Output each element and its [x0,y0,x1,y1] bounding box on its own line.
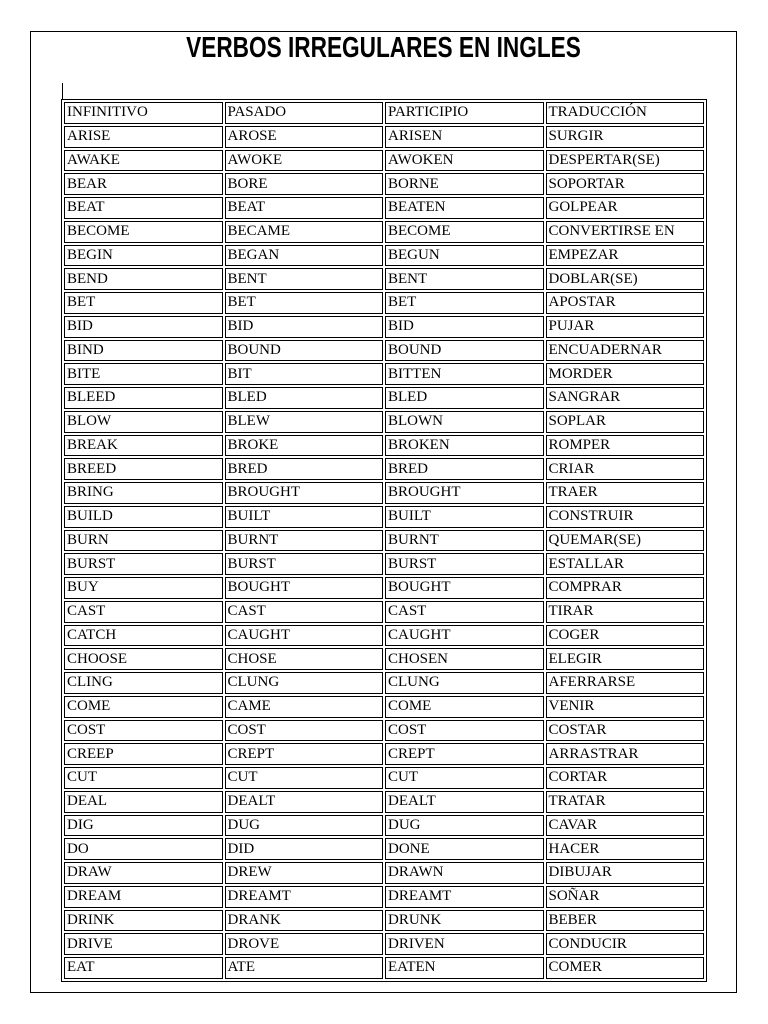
table-row [64,245,704,267]
table-row [64,696,704,718]
table-row [64,672,704,694]
infinitivo-cell: BID [64,316,223,338]
participio-cell: BUILT [385,506,544,528]
participio-cell: CHOSEN [385,648,544,670]
table-row [64,862,704,884]
infinitivo-cell: BREAK [64,435,223,457]
traduccion-cell: SOPLAR [546,411,705,433]
participio-cell: BEGUN [385,245,544,267]
pasado-cell: AWOKE [225,150,384,172]
infinitivo-cell: BEAT [64,197,223,219]
table-row [64,197,704,219]
traduccion-cell: BEBER [546,910,705,932]
participio-cell: CAST [385,601,544,623]
pasado-cell: CAST [225,601,384,623]
traduccion-cell: SOPORTAR [546,173,705,195]
table-row [64,340,704,362]
participio-cell: BENT [385,268,544,290]
traduccion-cell: HACER [546,838,705,860]
infinitivo-cell: COST [64,720,223,742]
pasado-cell: DUG [225,815,384,837]
traduccion-cell: EMPEZAR [546,245,705,267]
infinitivo-cell: CREEP [64,743,223,765]
pasado-cell: AROSE [225,126,384,148]
traduccion-cell: TIRAR [546,601,705,623]
traduccion-cell: ESTALLAR [546,553,705,575]
infinitivo-cell: DEAL [64,791,223,813]
participio-cell: DRIVEN [385,933,544,955]
table-body [64,126,704,979]
table-row [64,506,704,528]
participio-cell: COME [385,696,544,718]
participio-cell: BURNT [385,530,544,552]
participio-cell: EATEN [385,957,544,979]
document-title: VERBOS IRREGULARES EN INGLES [186,32,581,64]
participio-cell: BRED [385,458,544,480]
infinitivo-cell: BUILD [64,506,223,528]
pasado-cell: BID [225,316,384,338]
traduccion-cell: COGER [546,625,705,647]
table-row [64,815,704,837]
participio-cell: DEALT [385,791,544,813]
infinitivo-cell: ARISE [64,126,223,148]
infinitivo-cell: BLEED [64,387,223,409]
pasado-cell: DID [225,838,384,860]
participio-cell: CUT [385,767,544,789]
table-row [64,530,704,552]
table-header-row [64,102,704,124]
table-row [64,886,704,908]
participio-cell: CAUGHT [385,625,544,647]
participio-cell: BOUGHT [385,577,544,599]
traduccion-cell: CORTAR [546,767,705,789]
table-row [64,363,704,385]
infinitivo-cell: CATCH [64,625,223,647]
infinitivo-cell: AWAKE [64,150,223,172]
table-row [64,767,704,789]
table-row [64,387,704,409]
traduccion-cell: DOBLAR(SE) [546,268,705,290]
table-row [64,720,704,742]
pasado-cell: BOUND [225,340,384,362]
traduccion-cell: MORDER [546,363,705,385]
traduccion-cell: CONSTRUIR [546,506,705,528]
traduccion-cell: COMER [546,957,705,979]
participio-cell: BLED [385,387,544,409]
pasado-cell: CUT [225,767,384,789]
traduccion-cell: ARRASTRAR [546,743,705,765]
participio-cell: BORNE [385,173,544,195]
table-row [64,292,704,314]
table-row [64,435,704,457]
table-row [64,791,704,813]
pasado-cell: BROKE [225,435,384,457]
traduccion-cell: PUJAR [546,316,705,338]
pasado-cell: BURNT [225,530,384,552]
infinitivo-cell: BEGIN [64,245,223,267]
participio-cell: BEATEN [385,197,544,219]
participio-cell: DONE [385,838,544,860]
pasado-cell: BENT [225,268,384,290]
table-row [64,268,704,290]
table-row [64,957,704,979]
participio-cell: BITTEN [385,363,544,385]
pasado-cell: BIT [225,363,384,385]
infinitivo-cell: CHOOSE [64,648,223,670]
participio-cell: ARISEN [385,126,544,148]
infinitivo-cell: BET [64,292,223,314]
infinitivo-cell: BEAR [64,173,223,195]
table-row [64,126,704,148]
pasado-cell: ATE [225,957,384,979]
table-row [64,482,704,504]
header-participio: PARTICIPIO [385,102,544,124]
traduccion-cell: VENIR [546,696,705,718]
pasado-cell: BOUGHT [225,577,384,599]
infinitivo-cell: DREAM [64,886,223,908]
participio-cell: COST [385,720,544,742]
traduccion-cell: ENCUADERNAR [546,340,705,362]
irregular-verbs-table [61,99,707,982]
pasado-cell: COST [225,720,384,742]
traduccion-cell: APOSTAR [546,292,705,314]
pasado-cell: DEALT [225,791,384,813]
pasado-cell: DREW [225,862,384,884]
pasado-cell: BECAME [225,221,384,243]
participio-cell: BET [385,292,544,314]
infinitivo-cell: DRINK [64,910,223,932]
infinitivo-cell: BITE [64,363,223,385]
infinitivo-cell: BEND [64,268,223,290]
infinitivo-cell: CAST [64,601,223,623]
pasado-cell: DREAMT [225,886,384,908]
pasado-cell: CAUGHT [225,625,384,647]
infinitivo-cell: BREED [64,458,223,480]
table-row [64,173,704,195]
infinitivo-cell: DRIVE [64,933,223,955]
table-row [64,411,704,433]
table-row [64,838,704,860]
participio-cell: BROUGHT [385,482,544,504]
infinitivo-cell: COME [64,696,223,718]
pasado-cell: BROUGHT [225,482,384,504]
participio-cell: DUG [385,815,544,837]
infinitivo-cell: DO [64,838,223,860]
table-row [64,221,704,243]
traduccion-cell: ELEGIR [546,648,705,670]
table-row [64,577,704,599]
infinitivo-cell: BRING [64,482,223,504]
traduccion-cell: COSTAR [546,720,705,742]
traduccion-cell: CONDUCIR [546,933,705,955]
pasado-cell: CHOSE [225,648,384,670]
pasado-cell: BURST [225,553,384,575]
pasado-cell: CREPT [225,743,384,765]
table-row [64,601,704,623]
traduccion-cell: TRAER [546,482,705,504]
header-infinitivo: INFINITIVO [64,102,223,124]
participio-cell: AWOKEN [385,150,544,172]
table-row [64,743,704,765]
participio-cell: BECOME [385,221,544,243]
traduccion-cell: DIBUJAR [546,862,705,884]
pasado-cell: BLED [225,387,384,409]
traduccion-cell: SANGRAR [546,387,705,409]
participio-cell: BID [385,316,544,338]
pasado-cell: BEGAN [225,245,384,267]
infinitivo-cell: BIND [64,340,223,362]
traduccion-cell: CRIAR [546,458,705,480]
table-row [64,150,704,172]
traduccion-cell: DESPERTAR(SE) [546,150,705,172]
participio-cell: CLUNG [385,672,544,694]
pasado-cell: BRED [225,458,384,480]
table-row [64,316,704,338]
infinitivo-cell: BURN [64,530,223,552]
participio-cell: BLOWN [385,411,544,433]
table-row [64,648,704,670]
table-row [64,910,704,932]
traduccion-cell: SOÑAR [546,886,705,908]
infinitivo-cell: BUY [64,577,223,599]
table-row [64,458,704,480]
traduccion-cell: CAVAR [546,815,705,837]
traduccion-cell: GOLPEAR [546,197,705,219]
pasado-cell: DRANK [225,910,384,932]
infinitivo-cell: BLOW [64,411,223,433]
participio-cell: DRAWN [385,862,544,884]
traduccion-cell: TRATAR [546,791,705,813]
text-cursor [62,83,63,99]
infinitivo-cell: BURST [64,553,223,575]
traduccion-cell: CONVERTIRSE EN [546,221,705,243]
infinitivo-cell: DRAW [64,862,223,884]
pasado-cell: BEAT [225,197,384,219]
traduccion-cell: QUEMAR(SE) [546,530,705,552]
traduccion-cell: COMPRAR [546,577,705,599]
pasado-cell: BUILT [225,506,384,528]
infinitivo-cell: CUT [64,767,223,789]
participio-cell: BOUND [385,340,544,362]
infinitivo-cell: CLING [64,672,223,694]
header-traduccion: TRADUCCIÓN [546,102,705,124]
traduccion-cell: ROMPER [546,435,705,457]
participio-cell: BROKEN [385,435,544,457]
pasado-cell: BORE [225,173,384,195]
pasado-cell: CAME [225,696,384,718]
header-pasado: PASADO [225,102,384,124]
pasado-cell: BET [225,292,384,314]
pasado-cell: DROVE [225,933,384,955]
infinitivo-cell: EAT [64,957,223,979]
infinitivo-cell: BECOME [64,221,223,243]
participio-cell: BURST [385,553,544,575]
traduccion-cell: AFERRARSE [546,672,705,694]
table-row [64,553,704,575]
table-row [64,625,704,647]
participio-cell: DREAMT [385,886,544,908]
pasado-cell: CLUNG [225,672,384,694]
infinitivo-cell: DIG [64,815,223,837]
pasado-cell: BLEW [225,411,384,433]
traduccion-cell: SURGIR [546,126,705,148]
table-row [64,933,704,955]
participio-cell: DRUNK [385,910,544,932]
participio-cell: CREPT [385,743,544,765]
